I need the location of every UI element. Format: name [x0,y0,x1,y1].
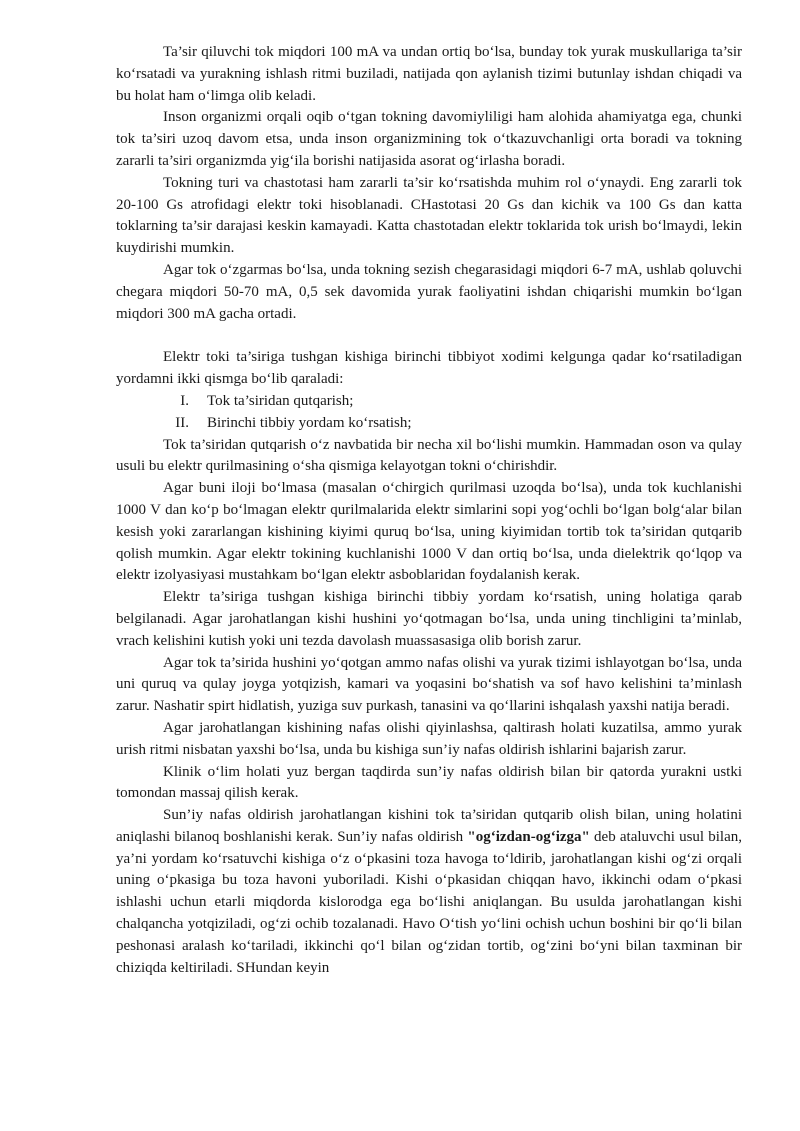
last-paragraph-text-after: deb ataluvchi usul bilan, ya’ni yordam ko‘rsatuvchi kishiga o‘z o‘pkasini toza havoga to‘ldirib, jarohatlangan kishi og‘zi orqali uning o‘pkasiga bu toza havoni yuboriladi. Kishi o‘pkasidan chiqqan havo, ikkinchi odam o‘pkasi ishlashi uchun etarli miqdorda kislorodga ega bo‘lishi aniqlangan. Bu usulda jarohatlangan kishi chalqancha yotqiziladi, og‘zi ochib tozalanadi. Havo O‘tish yo‘lini ochish uchun boshini bir qo‘li bilan peshonasi aralash ko‘tariladi, ikkinchi qo‘l bilan og‘zidan tortib, og‘zini bo‘yni bilan taxminan bir chiziqda keltiriladi. SHundan keyin [116,828,743,976]
paragraph: Klinik o‘lim holati yuz bergan taqdirda sun’iy nafas oldirish bilan bir qatorda yurakni ustki tomondan massaj qilish kerak. [116,763,742,802]
document-page [116,42,742,979]
last-paragraph-text-before: Sun’iy nafas oldirish jarohatlangan kishini tok ta’siridan qutqarib olish bilan, uning holatini aniqlashi bilanoq boshlanishi kerak. Sun’iy nafas oldirish [116,807,742,845]
paragraph: Elektr ta’siriga tushgan kishiga birinchi tibbiy yordam ko‘rsatish, uning holatiga qarab belgilanadi. Agar jarohatlangan kishi hushini yo‘qotmagan bo‘lsa, unda uning tinchligini ta’minlab, vrach kelishini kutish yoki uni tezda davolash muassasasiga olib borish zarur. [116,589,742,649]
last-paragraph [116,805,742,979]
paragraph-gap [116,325,742,347]
paragraph: Agar tok o‘zgarmas bo‘lsa, unda tokning sezish chegarasidagi miqdori 6-7 mA, ushlab qoluvchi chegara miqdori 50-70 mA, 0,5 sek davomida yurak faoliyatini ishdan chiqarishi mumkin bo‘lgan miqdori 300 mA gacha ortadi. [116,261,742,322]
paragraph: Inson organizmi orqali oqib o‘tgan tokning davomiyliligi ham alohida ahamiyatga ega, chunki tok ta’siri uzoq davom etsa, unda inson organizmining tok o‘tkazuvchanligi orta boradi va tokning zararli ta’siri organizmda yig‘ila borishi natijasida asorat og‘irlasha boradi. [116,109,742,169]
paragraph: Ta’sir qiluvchi tok miqdori 100 mA va undan ortiq bo‘lsa, bunday tok yurak muskullariga ta’sir ko‘rsatadi va yurakning ishlash ritmi buziladi, natijada qon aylanish tizimi butunlay ishdan chiqadi va bu holat ham o‘limga olib keladi. [116,44,742,104]
intro-paragraph: Elektr toki ta’siriga tushgan kishiga birinchi tibbiyot xodimi kelgunga qadar ko‘rsatiladigan yordamni ikki qismga bo‘lib qaraladi: [116,349,742,388]
paragraph: Agar tok ta’sirida hushini yo‘qotgan ammo nafas olishi va yurak tizimi ishlayotgan bo‘lsa, unda uni quruq va qulay joyga yotqizish, kamari va yoqasini bo‘shatish va sof havo kelishini ta’minlash zarur. Nashatir spirt hidlatish, yuziga suv purkash, tanasini va qo‘llarini ishqalash yaxshi natija beradi. [116,654,742,715]
list-number: II. [175,414,189,431]
bold-term: "og‘izdan-og‘izga" [467,828,590,845]
paragraph: Agar buni iloji bo‘lmasa (masalan o‘chirgich qurilmasi uzoqda bo‘lsa), unda tok kuchlanishi 1000 V dan ko‘p bo‘lmagan elektr qurilmalarida elektr simlarini sopi yog‘ochli bo‘lgan bolg‘alar bilan kesish yoki zararlangan kishining kiyimi quruq bo‘lsa, uning kiyimidan tortib tok ta’siridan qutqarib qolish mumkin. Agar elektr tokining kuchlanishi 1000 V dan ortiq bo‘lsa, unda dielektrik qo‘lqop va elektr izolyasiyasi mustahkam bo‘lgan elektr asboblaridan foydalanish kerak. [116,480,742,584]
paragraph: Tokning turi va chastotasi ham zararli ta’sir ko‘rsatishda muhim rol o‘ynaydi. Eng zararli tok 20-100 Gs atrofidagi elektr toki hisoblanadi. CHastotasi 20 Gs dan kichik va 100 Gs dan katta toklarning ta’sir darajasi keskin kamayadi. Katta chastotadan elektr toklarida tok urish bo‘lmaydi, lekin kuydirishi mumkin. [116,174,742,257]
list-item [116,413,742,435]
list-text: Birinchi tibbiy yordam ko‘rsatish; [207,414,412,431]
paragraph: Tok ta’siridan qutqarish o‘z navbatida bir necha xil bo‘lishi mumkin. Hammadan oson va qulay usuli bu elektr qurilmasining o‘sha qismiga kelayotgan tokni o‘chirishdir. [116,436,742,475]
paragraph: Agar jarohatlangan kishining nafas olishi qiyinlashsa, qaltirash holati kuzatilsa, ammo yurak urish ritmi nisbatan yaxshi bo‘lsa, unda bu kishiga sun’iy nafas oldirish ishlarini bajarish zarur. [116,719,742,758]
list-number: I. [180,392,189,409]
list-item [116,391,742,413]
list-text: Tok ta’siridan qutqarish; [207,392,354,409]
